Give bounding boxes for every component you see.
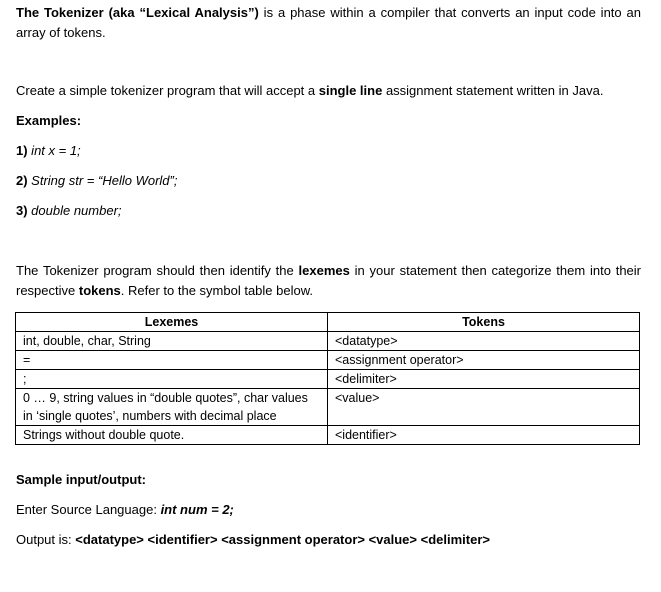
symbol-table [15,312,640,445]
task-text-1: Create a simple tokenizer program that will accept a [16,83,319,98]
example-3-num: 3) [16,203,28,218]
lexeme-cell: 0 … 9, string values in “double quotes”, char values in ‘single quotes’, numbers with decimal place [16,389,328,426]
identify-paragraph: The Tokenizer program should then identify the lexemes in your statement then categorize them into their respective tokens. Refer to the symbol table below. [16,263,641,298]
example-1-code: int x = 1; [27,143,81,158]
lexemes-bold: lexemes [298,263,350,278]
lexeme-cell: ; [16,370,328,389]
example-3 [16,201,641,221]
output-value: <datatype> <identifier> <assignment operator> <value> <delimiter> [75,532,490,547]
table-row [16,351,640,370]
input-value: int num = 2; [160,502,234,517]
sample-output-line [16,530,641,550]
input-label: Enter Source Language: [16,502,161,517]
sample-heading: Sample input/output: [16,472,146,487]
token-cell: <assignment operator> [328,351,640,370]
token-cell: <delimiter> [328,370,640,389]
example-2-num: 2) [16,173,28,188]
table-row [16,332,640,351]
header-lexemes: Lexemes [16,313,328,332]
lexeme-cell: = [16,351,328,370]
intro-paragraph [16,3,641,43]
example-2 [16,171,641,191]
lexeme-cell: Strings without double quote. [16,426,328,445]
intro-bold: The Tokenizer (aka “Lexical Analysis”) [16,5,259,20]
intro-text: is a phase within a compiler that converts an input code into an array of tokens. [16,5,641,40]
example-3-code: double number; [27,203,122,218]
example-1 [16,141,641,161]
examples-heading: Examples: [16,113,82,128]
token-cell: <value> [328,389,640,426]
token-cell: <datatype> [328,332,640,351]
table-row [16,426,640,445]
example-1-num: 1) [16,143,28,158]
tokens-bold: tokens [78,283,121,298]
table-row [16,370,640,389]
table-header-row [16,313,640,332]
table-row [16,389,640,426]
output-label: Output is: [16,532,76,547]
example-2-code: String str = “Hello World”; [27,173,178,188]
task-bold: single line [318,83,383,98]
task-paragraph [16,81,641,101]
task-text-2: assignment statement written in Java. [382,83,604,98]
token-cell: <identifier> [328,426,640,445]
sample-input-line [16,500,641,520]
header-tokens: Tokens [328,313,640,332]
lexeme-cell: int, double, char, String [16,332,328,351]
